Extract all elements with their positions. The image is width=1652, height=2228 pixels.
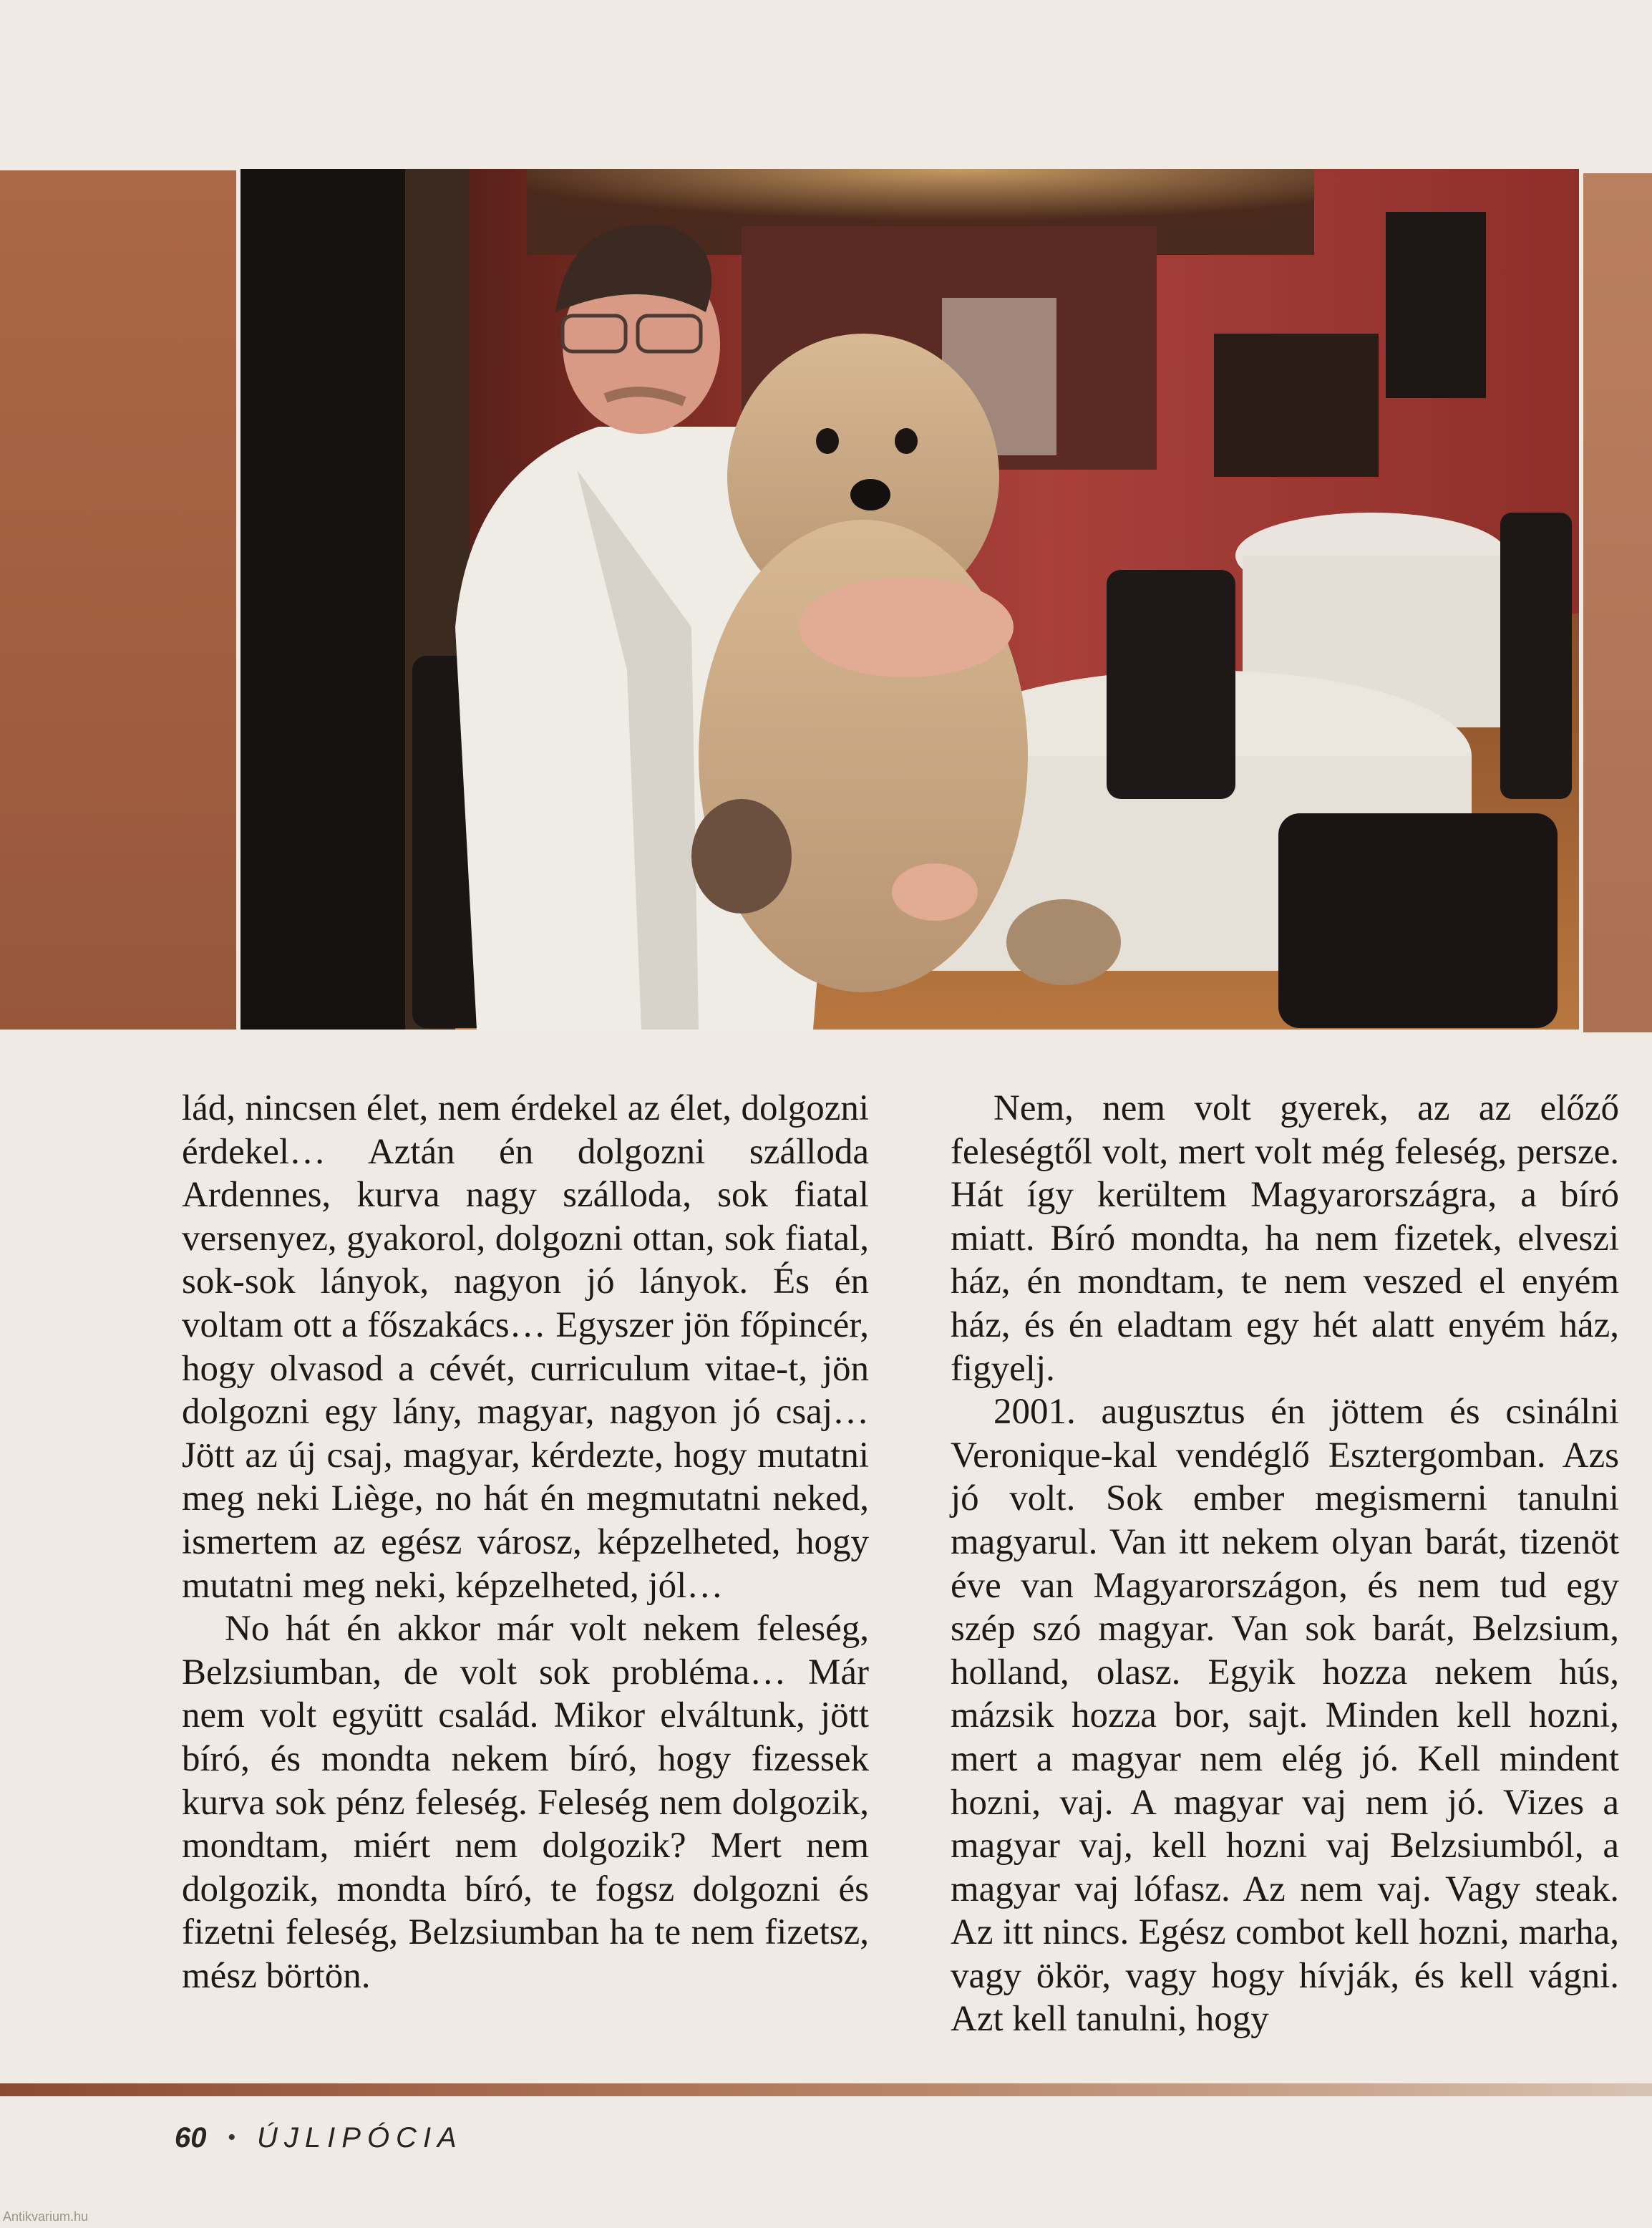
text-column-left xyxy=(182,1087,869,1997)
decorative-band-left xyxy=(0,170,236,1030)
chef-with-dog-photo xyxy=(240,169,1579,1030)
paragraph: 2001. augusztus én jöttem és csinálni Veronique-kal vendéglő Esztergomban. Azs jó volt. Sok ember megismerni tanulni magyarul. Van itt nekem olyan barát, tizenöt éve van Magyarországon, és nem tud egy szép szó magyar. Van sok barát, Belzsium, holland, olasz. Egyik hozza nekem hús, mázsik hozza bor, sajt. Minden kell hozni, mert a magyar nem elég jó. Kell mindent hozni, vaj. A magyar vaj nem jó. Vizes a magyar vaj, kell hozni vaj Belzsiumból, a magyar vaj lófasz. Az nem vaj. Vagy steak. Az itt nincs. Egész combot kell hozni, marha, vagy ökör, vagy hogy hívják, és kell vágni. Azt kell tanulni, hogy xyxy=(951,1392,1619,2040)
decorative-band-right xyxy=(1583,173,1652,1032)
section-title: ÚJLIPÓCIA xyxy=(257,2121,463,2154)
text-column-right xyxy=(951,1087,1619,2041)
photo-illustration xyxy=(240,169,1579,1030)
watermark: Antikvarium.hu xyxy=(3,2209,89,2224)
page-footer xyxy=(175,2116,463,2159)
footer-rule xyxy=(0,2083,1652,2096)
paragraph: No hát én akkor már volt nekem feleség, Belzsiumban, de volt sok probléma… Már nem volt együtt család. Mikor elváltunk, jött bíró, és mondta nekem bíró, hogy fizessek kurva sok pénz feleség. Feleség nem dolgozik, mondtam, miért nem dolgozik? Mert nem dolgozik, mondta bíró, te fogsz dolgozni és fizetni feleség, Belzsiumban ha te nem fizetsz, mész börtön. xyxy=(182,1609,869,1996)
paragraph: Nem, nem volt gyerek, az az előző feleségtől volt, mert volt még feleség, persze. Hát így kerültem Magyarországra, a bíró miatt. Bíró mondta, ha nem fizetek, elveszi ház, én mondtam, te nem veszed el enyém ház, és én eladtam egy hét alatt enyém ház, figyelj. xyxy=(951,1088,1619,1389)
footer-separator: • xyxy=(228,2126,236,2149)
paragraph: lád, nincsen élet, nem érdekel az élet, dolgozni érdekel… Aztán én dolgozni szálloda Ardennes, kurva nagy szálloda, sok fiatal versenyez, gyakorol, dolgozni ottan, sok fiatal, sok-sok lányok, nagyon jó lányok. És én voltam ott a főszakács… Egyszer jön főpincér, hogy olvasod a cévét, curriculum vitae-t, jön dolgozni egy lány, magyar, nagyon jó csaj… Jött az új csaj, magyar, kérdezte, hogy mutatni meg neki Liège, no hát én megmutatni neked, ismertem az egész városz, képzelheted, hogy mutatni meg neki, képzelheted, jól… xyxy=(182,1088,869,1606)
page-number: 60 xyxy=(175,2121,207,2154)
